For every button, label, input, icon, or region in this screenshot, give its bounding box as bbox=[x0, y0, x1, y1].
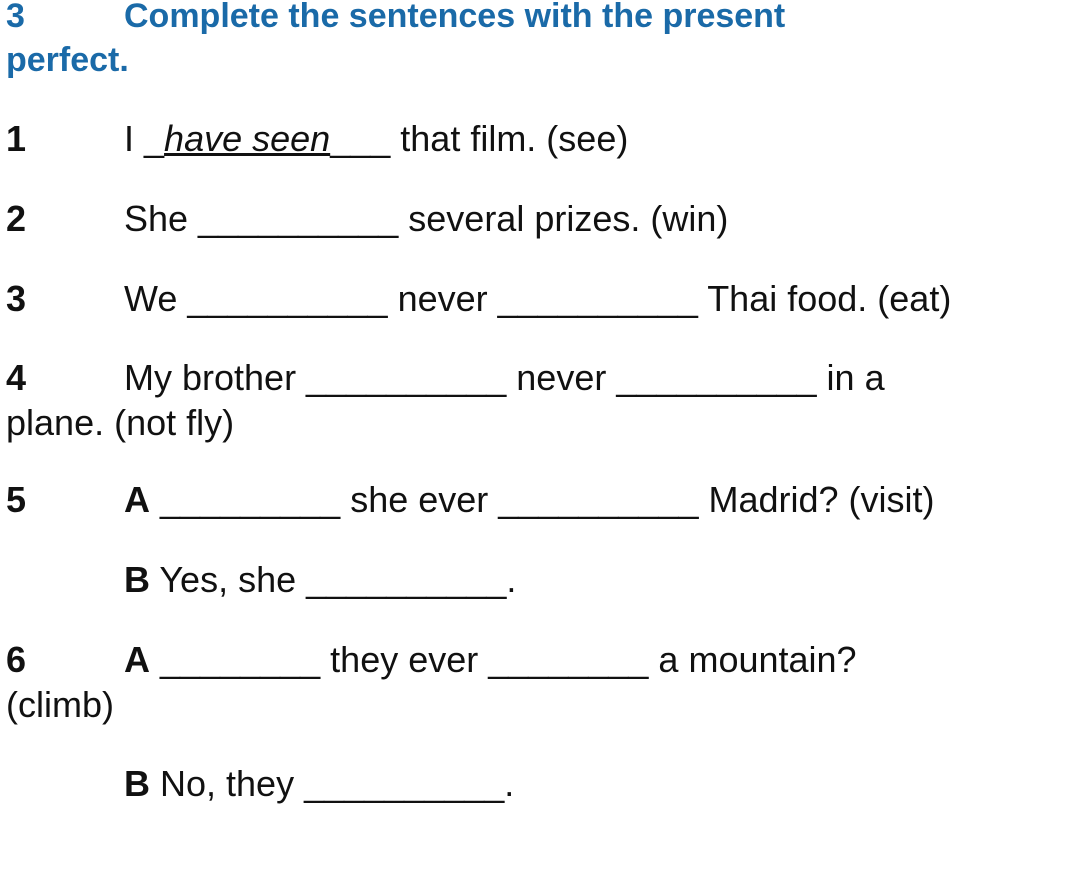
item-number: 6 bbox=[6, 639, 27, 680]
blank-lead: _ bbox=[144, 118, 165, 159]
item-sentence bbox=[124, 117, 628, 161]
speaker-b-text: No, they __________. bbox=[150, 763, 515, 804]
item-prefix: I bbox=[124, 118, 145, 159]
item-number: 3 bbox=[6, 278, 27, 319]
item-rest: that film. (see) bbox=[390, 118, 629, 159]
item-sentence-b bbox=[124, 762, 514, 806]
exercise-number: 3 bbox=[6, 0, 25, 35]
speaker-b-label: B bbox=[124, 559, 150, 600]
item-4-continuation: plane. (not fly) bbox=[6, 402, 235, 443]
item-sentence: My brother __________ never __________ in a bbox=[124, 357, 885, 398]
item-number: 2 bbox=[6, 198, 27, 239]
exercise-title-line2: perfect. bbox=[6, 41, 129, 79]
item-6-continuation: (climb) bbox=[6, 684, 114, 725]
item-number: 1 bbox=[6, 118, 27, 159]
exercise-title-line1: Complete the sentences with the present bbox=[124, 0, 786, 35]
item-sentence-a bbox=[124, 638, 857, 682]
speaker-a-text: ________ they ever ________ a mountain? bbox=[150, 639, 857, 680]
item-sentence-b bbox=[124, 558, 516, 602]
item-number: 5 bbox=[6, 479, 27, 520]
speaker-a-text: _________ she ever __________ Madrid? (visit) bbox=[150, 479, 935, 520]
speaker-b-label: B bbox=[124, 763, 150, 804]
speaker-a-label: A bbox=[124, 479, 150, 520]
exercise-heading bbox=[6, 0, 1006, 82]
item-sentence-a bbox=[124, 478, 935, 522]
item-sentence: We __________ never __________ Thai food. (eat) bbox=[124, 278, 952, 319]
blank-trail: ___ bbox=[330, 118, 391, 159]
speaker-a-label: A bbox=[124, 639, 150, 680]
item-sentence: She __________ several prizes. (win) bbox=[124, 198, 729, 239]
speaker-b-text: Yes, she __________. bbox=[150, 559, 517, 600]
item-number: 4 bbox=[6, 357, 27, 398]
example-answer: have seen bbox=[164, 118, 331, 159]
